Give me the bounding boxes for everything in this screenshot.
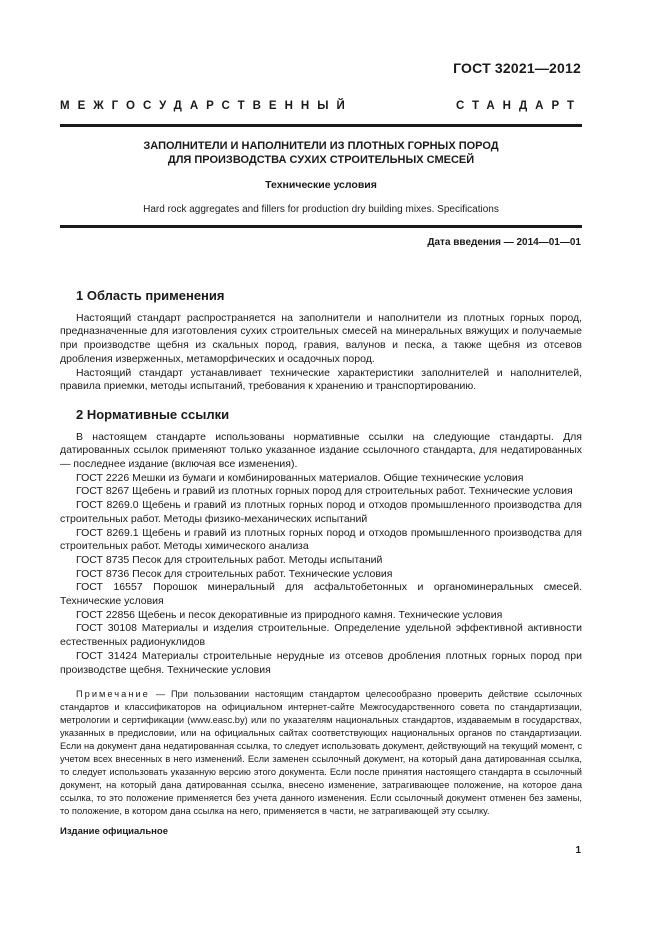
note [60, 688, 582, 818]
official-edition-label: Издание официальное [60, 826, 168, 837]
interstate-standard-banner [60, 100, 582, 112]
paragraph: Настоящий стандарт распространяется на заполнители и наполнители из плотных горных пород, предназначенные для изготовления сухих строительных смесей на минеральных вяжущих и получаемые при производстве щебня из скальных пород, гравия, валунов и песка, а также щебня из отсевов дробления изверженных, метаморфических и осадочных пород. [60, 311, 582, 365]
title-divider [60, 225, 582, 228]
document-title [60, 139, 582, 167]
standard-label: СТАНДАРТ [456, 100, 582, 112]
note-text: — При пользовании настоящим стандартом целесообразно проверить действие ссылочных стандартов и классификаторов на официальном интернет-сайте Межгосударственного совета по стандартизации, метрологии и сертификации (www.easc.by) или по указателям национальных стандартов, издаваемым в государствах, указанных в предисловии, или на официальных сайтах соответствующих национальных органов по стандартизации. Если на документ дана недатированная ссылка, то следует использовать документ, действующий на текущий момент, с учетом всех внесенных в него изменений. Если заменен ссылочный документ, на который дана датированная ссылка, то следует использовать указанную версию этого документа. Если после принятия настоящего стандарта в ссылочный документ, на который дана датированная ссылка, внесено изменение, затрагивающее положение, на которое дана ссылка, то это положение применяется без учета данного изменения. Если ссылочный документ отменен без замены, то положение, в котором дана ссылка на него, применяется в части, не затрагивающей эту ссылку. [60, 689, 582, 817]
top-divider [60, 124, 582, 127]
reference-item: ГОСТ 8736 Песок для строительных работ. Технические условия [76, 567, 393, 580]
reference-item: ГОСТ 31424 Материалы строительные нерудные из отсевов дробления плотных горных пород при производстве щебня. Технические условия [60, 649, 582, 676]
reference-item: ГОСТ 8735 Песок для строительных работ. Методы испытаний [76, 553, 383, 566]
english-title: Hard rock aggregates and fillers for production dry building mixes. Specifications [143, 204, 499, 215]
reference-item: ГОСТ 8267 Щебень и гравий из плотных горных пород для строительных работ. Технические условия [76, 485, 573, 498]
reference-item: ГОСТ 2226 Мешки из бумаги и комбинированных материалов. Общие технические условия [76, 471, 524, 484]
title-line-1: ЗАПОЛНИТЕЛИ И НАПОЛНИТЕЛИ ИЗ ПЛОТНЫХ ГОРНЫХ ПОРОД [143, 140, 499, 152]
reference-item: ГОСТ 16557 Порошок минеральный для асфальтобетонных и органоминеральных смесей. Технические условия [60, 581, 582, 608]
reference-item: ГОСТ 8269.0 Щебень и гравий из плотных горных пород и отходов промышленного производства для строительных работ. Методы физико-механических испытаний [60, 499, 582, 525]
reference-item: ГОСТ 22856 Щебень и песок декоративные из природного камня. Технические условия [76, 608, 503, 621]
reference-item: ГОСТ 30108 Материалы и изделия строительные. Определение удельной эффективной активности естественных радионуклидов [60, 622, 582, 649]
title-line-2: ДЛЯ ПРОИЗВОДСТВА СУХИХ СТРОИТЕЛЬНЫХ СМЕСЕЙ [167, 154, 475, 166]
page-number: 1 [575, 845, 581, 856]
section-1-heading: 1 Область применения [76, 288, 225, 303]
interstate-label: МЕЖГОСУДАРСТВЕННЫЙ [60, 100, 353, 112]
paragraph: Настоящий стандарт устанавливает технические характеристики заполнителей и наполнителей, правила приемки, методы испытаний, требования к хранению и транспортированию. [60, 366, 582, 393]
standard-number: ГОСТ 32021—2012 [453, 60, 581, 76]
paragraph: В настоящем стандарте использованы нормативные ссылки на следующие стандарты. Для датированных ссылок применяют только указанное издание ссылочного стандарта, для недатированных — последнее издание (включая все изменения). [60, 430, 582, 471]
reference-item: ГОСТ 8269.1 Щебень и гравий из плотных горных пород и отходов промышленного производства для строительных работ. Методы химического анализа [60, 526, 582, 553]
note-label: Примечание [76, 689, 150, 700]
document-subtitle: Технические условия [265, 179, 377, 191]
section-2-heading: 2 Нормативные ссылки [76, 406, 230, 422]
document-body [60, 289, 582, 828]
introduction-date: Дата введения — 2014—01—01 [427, 237, 581, 248]
